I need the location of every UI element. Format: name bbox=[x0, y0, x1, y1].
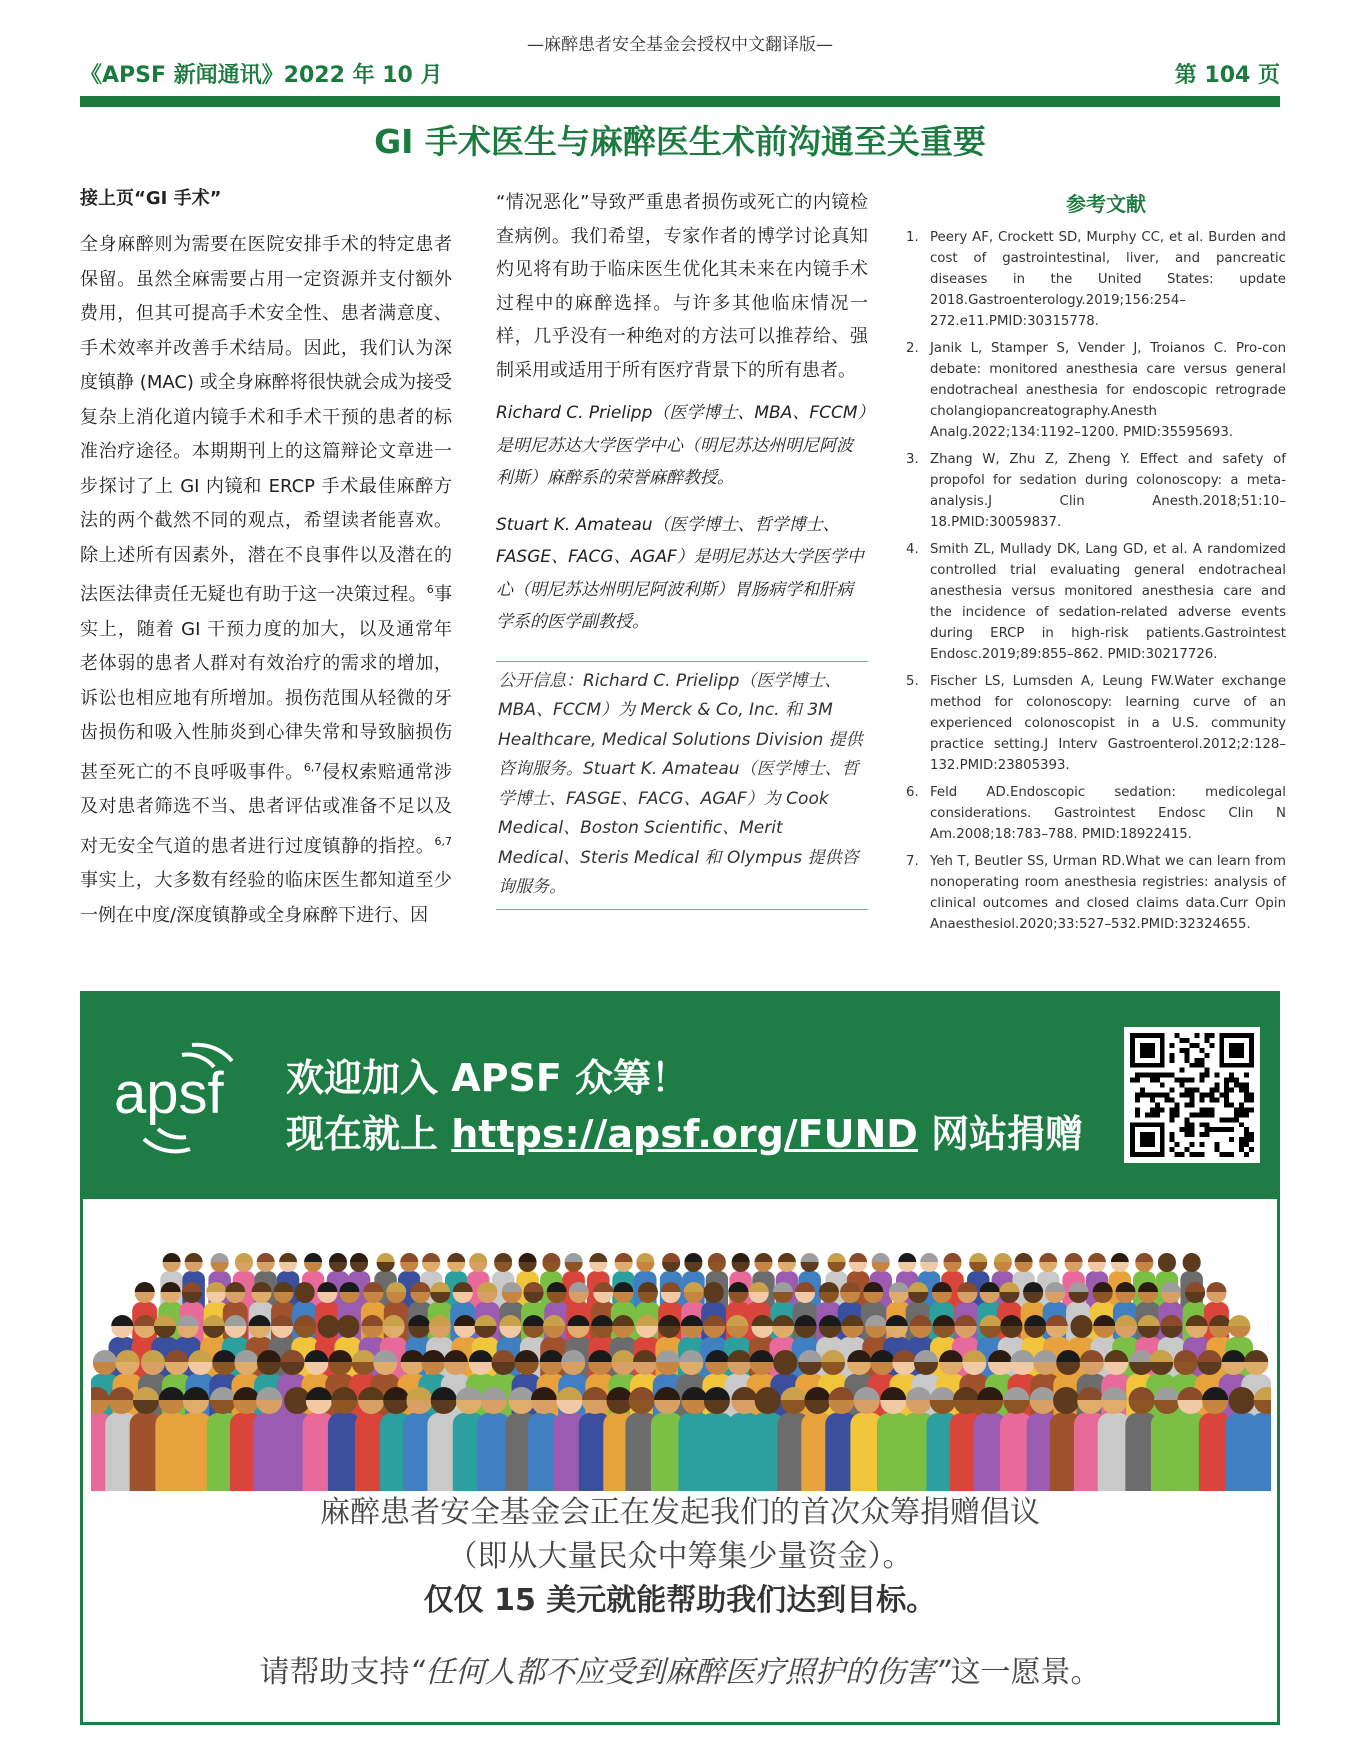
qr-module bbox=[1219, 1127, 1224, 1132]
qr-module bbox=[1170, 1137, 1175, 1142]
qr-module bbox=[1140, 1073, 1145, 1078]
qr-module bbox=[1175, 1107, 1180, 1112]
qr-module bbox=[1209, 1112, 1214, 1117]
body-text: 全身麻醉则为需要在医院安排手术的特定患者保留。虽然全麻需要占用一定资源并支付额外费用，但其可提高手术安全性、患者满意度、手术效率并改善手术结局。因此，我们认为深度镇静 (MAC) 或全身麻醉将很快就会成为接受复杂上消化道内镜手术和手术干预的患者的标准治疗途径。本期期刊上的这篇辩论文章进一步探讨了上 GI 内镜和 ERCP 手术最佳麻醉方法的两个截然不同的观点，希望读者能喜欢。除上述所有因素外，潜在不良事件以及潜在的法医法律责任无疑也有助于这一决策过程。 bbox=[80, 234, 452, 605]
qr-module bbox=[1185, 1093, 1190, 1098]
qr-module bbox=[1229, 1078, 1234, 1083]
qr-module bbox=[1180, 1152, 1185, 1157]
qr-module bbox=[1190, 1088, 1195, 1093]
qr-module bbox=[1150, 1078, 1155, 1083]
disclosure-box: 公开信息：Richard C. Prielipp（医学博士、MBA、FCCM）为 Merck & Co, Inc. 和 3M Healthcare, Medical Solutions Division 提供咨询服务。Stuart K. Amateau（医学博士、哲学博士、FASGE、FACG、AGAF）为 Cook Medical、Boston Scientific、Merit Medical、Steris Medical 和 Olympus 提供咨询服务。 bbox=[496, 661, 868, 910]
citation: 6 bbox=[426, 583, 434, 596]
qr-module bbox=[1140, 1088, 1145, 1093]
qr-module bbox=[1180, 1068, 1185, 1073]
qr-module bbox=[1244, 1088, 1249, 1093]
qr-module bbox=[1234, 1083, 1239, 1088]
qr-module bbox=[1204, 1038, 1209, 1043]
crowd-person bbox=[477, 1387, 510, 1491]
qr-module bbox=[1194, 1088, 1199, 1093]
qr-module bbox=[1170, 1043, 1175, 1048]
qr-module bbox=[1170, 1107, 1175, 1112]
qr-module bbox=[1224, 1127, 1229, 1132]
qr-module bbox=[1249, 1107, 1254, 1112]
crowd-illustration bbox=[91, 1241, 1271, 1491]
qr-module bbox=[1170, 1117, 1175, 1122]
qr-module bbox=[1170, 1112, 1175, 1117]
qr-module bbox=[1204, 1053, 1209, 1058]
qr-module bbox=[1180, 1127, 1185, 1132]
qr-module bbox=[1224, 1097, 1229, 1102]
qr-module bbox=[1194, 1112, 1199, 1117]
reference-item bbox=[906, 782, 1286, 845]
qr-module bbox=[1229, 1102, 1234, 1107]
qr-module bbox=[1224, 1152, 1229, 1157]
qr-module bbox=[1155, 1078, 1160, 1083]
qr-module bbox=[1239, 1142, 1244, 1147]
qr-module bbox=[1190, 1043, 1195, 1048]
qr-module bbox=[1170, 1097, 1175, 1102]
qr-module bbox=[1175, 1033, 1180, 1038]
references-title: 参考文献 bbox=[1066, 192, 1146, 216]
reference-item bbox=[906, 338, 1286, 443]
qr-module bbox=[1204, 1112, 1209, 1117]
author-bio-prielipp: Richard C. Prielipp（医学博士、MBA、FCCM）是明尼苏达大学医学中心（明尼苏达州明尼阿波利斯）麻醉系的荣誉麻醉教授。 bbox=[496, 403, 867, 488]
qr-module bbox=[1199, 1097, 1204, 1102]
qr-module bbox=[1229, 1152, 1234, 1157]
qr-module bbox=[1219, 1117, 1224, 1122]
qr-module bbox=[1239, 1102, 1244, 1107]
qr-module bbox=[1209, 1097, 1214, 1102]
qr-module bbox=[1244, 1152, 1249, 1157]
qr-module bbox=[1199, 1063, 1204, 1068]
qr-module bbox=[1160, 1083, 1165, 1088]
qr-module bbox=[1170, 1058, 1175, 1063]
qr-module bbox=[1199, 1078, 1204, 1083]
qr-module bbox=[1145, 1112, 1150, 1117]
promo-line-1: 麻醉患者安全基金会正在发起我们的首次众筹捐赠倡议 bbox=[320, 1495, 1040, 1530]
qr-module bbox=[1190, 1127, 1195, 1132]
qr-module bbox=[1185, 1053, 1190, 1058]
qr-module bbox=[1165, 1093, 1170, 1098]
qr-module bbox=[1170, 1073, 1175, 1078]
qr-module bbox=[1239, 1137, 1244, 1142]
qr-module bbox=[1239, 1122, 1244, 1127]
crowdfunding-banner bbox=[80, 991, 1280, 1199]
crowd-person bbox=[253, 1387, 286, 1491]
qr-module bbox=[1180, 1083, 1185, 1088]
qr-module bbox=[1185, 1048, 1190, 1053]
qr-module bbox=[1170, 1147, 1175, 1152]
qr-module bbox=[1170, 1053, 1175, 1058]
body-text: 侵权索赔通常涉及对患者筛选不当、患者评估或准备不足以及对无安全气道的患者进行过度镇静的指控。 bbox=[80, 761, 453, 857]
continued-label: 接上页“GI 手术” bbox=[80, 188, 222, 209]
qr-code-pattern bbox=[1130, 1033, 1254, 1157]
qr-module bbox=[1140, 1093, 1145, 1098]
qr-module bbox=[1209, 1033, 1214, 1038]
qr-module bbox=[1214, 1073, 1219, 1078]
qr-module bbox=[1135, 1112, 1140, 1117]
qr-module bbox=[1155, 1107, 1160, 1112]
qr-module bbox=[1239, 1088, 1244, 1093]
qr-module bbox=[1155, 1112, 1160, 1117]
qr-module bbox=[1244, 1142, 1249, 1147]
qr-module bbox=[1204, 1093, 1209, 1098]
qr-module bbox=[1150, 1093, 1155, 1098]
qr-module bbox=[1199, 1093, 1204, 1098]
qr-module bbox=[1204, 1073, 1209, 1078]
qr-module bbox=[1190, 1152, 1195, 1157]
qr-module bbox=[1199, 1107, 1204, 1112]
qr-module bbox=[1135, 1073, 1140, 1078]
qr-module bbox=[1175, 1102, 1180, 1107]
qr-module bbox=[1209, 1093, 1214, 1098]
qr-module bbox=[1185, 1088, 1190, 1093]
promo-line-4 bbox=[83, 1651, 1277, 1695]
qr-module bbox=[1224, 1102, 1229, 1107]
qr-module bbox=[1224, 1093, 1229, 1098]
qr-module bbox=[1165, 1073, 1170, 1078]
crowdfunding-promo bbox=[80, 1199, 1280, 1725]
qr-module bbox=[1204, 1107, 1209, 1112]
qr-module bbox=[1229, 1088, 1234, 1093]
promo-line-2: （即从大量民众中筹集少量资金）。 bbox=[447, 1539, 913, 1574]
qr-module bbox=[1199, 1058, 1204, 1063]
reference-number: 4. bbox=[906, 542, 919, 557]
reference-text: Fischer LS, Lumsden A, Leung FW.Water exchange method for colonoscopy: learning curve of an experienced colonoscopist in a U.S. community practice setting.J Interv Gastroenterol.2012;2:128–132.PMID:23805393. bbox=[930, 674, 1286, 773]
qr-module bbox=[1204, 1127, 1209, 1132]
reference-item bbox=[906, 851, 1286, 935]
qr-module bbox=[1224, 1088, 1229, 1093]
banner-headline: 欢迎加入 APSF 众筹！ bbox=[286, 1056, 690, 1100]
qr-module bbox=[1234, 1107, 1239, 1112]
qr-module bbox=[1249, 1132, 1254, 1137]
qr-module bbox=[1135, 1078, 1140, 1083]
qr-module bbox=[1219, 1152, 1224, 1157]
qr-module bbox=[1204, 1132, 1209, 1137]
qr-module bbox=[1175, 1142, 1180, 1147]
qr-finder bbox=[1140, 1043, 1155, 1058]
qr-module bbox=[1244, 1127, 1249, 1132]
qr-module bbox=[1199, 1048, 1204, 1053]
donate-prefix: 现在就上 bbox=[286, 1112, 439, 1156]
references-column bbox=[906, 188, 1286, 941]
qr-module bbox=[1249, 1097, 1254, 1102]
qr-module bbox=[1209, 1088, 1214, 1093]
qr-module bbox=[1249, 1093, 1254, 1098]
promo-prefix: 请帮助支持 bbox=[259, 1655, 410, 1690]
qr-module bbox=[1145, 1093, 1150, 1098]
body-text: 事实上，大多数有经验的临床医生都知道至少一例在中度/深度镇静或全身麻醉下进行、因 bbox=[80, 870, 452, 926]
qr-module bbox=[1244, 1083, 1249, 1088]
promo-line-3: 仅仅 15 美元就能帮助我们达到目标。 bbox=[423, 1583, 937, 1618]
qr-module bbox=[1185, 1078, 1190, 1083]
qr-module bbox=[1185, 1058, 1190, 1063]
reference-item bbox=[906, 539, 1286, 665]
qr-module bbox=[1190, 1093, 1195, 1098]
qr-module bbox=[1199, 1073, 1204, 1078]
qr-module bbox=[1180, 1078, 1185, 1083]
qr-module bbox=[1190, 1132, 1195, 1137]
qr-module bbox=[1170, 1132, 1175, 1137]
qr-module bbox=[1190, 1063, 1195, 1068]
qr-module bbox=[1194, 1152, 1199, 1157]
column-2-body: “情况恶化”导致严重患者损伤或死亡的内镜检查病例。我们希望，专家作者的博学讨论真知灼见将有助于临床医生优化其未来在内镜手术过程中的麻醉选择。与许多其他临床情况一样，几乎没有一种绝对的方法可以推荐给、强制采用或适用于所有医疗背景下的所有患者。 bbox=[496, 192, 868, 381]
qr-module bbox=[1194, 1043, 1199, 1048]
qr-module bbox=[1239, 1112, 1244, 1117]
qr-module bbox=[1155, 1102, 1160, 1107]
qr-module bbox=[1224, 1117, 1229, 1122]
header-rule bbox=[80, 96, 1280, 107]
qr-module bbox=[1204, 1033, 1209, 1038]
qr-module bbox=[1175, 1152, 1180, 1157]
reference-text: Feld AD.Endoscopic sedation: medicolegal considerations. Gastrointest Endosc Clin N Am.2008;18:783–788. PMID:18922415. bbox=[930, 785, 1286, 842]
translation-note: —麻醉患者安全基金会授权中文翻译版— bbox=[527, 35, 833, 55]
qr-module bbox=[1239, 1083, 1244, 1088]
qr-module bbox=[1160, 1073, 1165, 1078]
qr-module bbox=[1150, 1107, 1155, 1112]
qr-code[interactable] bbox=[1124, 1027, 1260, 1163]
reference-number: 2. bbox=[906, 341, 919, 356]
qr-module bbox=[1224, 1083, 1229, 1088]
qr-module bbox=[1234, 1078, 1239, 1083]
qr-module bbox=[1180, 1048, 1185, 1053]
qr-module bbox=[1214, 1083, 1219, 1088]
qr-module bbox=[1244, 1132, 1249, 1137]
qr-module bbox=[1244, 1093, 1249, 1098]
qr-module bbox=[1135, 1107, 1140, 1112]
qr-module bbox=[1239, 1107, 1244, 1112]
author-bio-amateau: Stuart K. Amateau（医学博士、哲学博士、FASGE、FACG、AGAF）是明尼苏达大学医学中心（明尼苏达州明尼阿波利斯）胃肠病学和肝病学系的医学副教授。 bbox=[496, 514, 864, 632]
qr-module bbox=[1244, 1073, 1249, 1078]
qr-module bbox=[1185, 1147, 1190, 1152]
page-number: 第 104 页 bbox=[1174, 63, 1280, 88]
qr-module bbox=[1190, 1097, 1195, 1102]
promo-text bbox=[83, 1491, 1277, 1695]
qr-module bbox=[1229, 1117, 1234, 1122]
reference-item bbox=[906, 671, 1286, 776]
reference-text: Smith ZL, Mullady DK, Lang GD, et al. A randomized controlled trial evaluating general endotracheal anesthesia versus monitored anesthesia care and the incidence of sedation-related adverse events during ERCP in high-risk patients.Gastrointest Endosc.2019;89:855–862. PMID:30217726. bbox=[930, 542, 1286, 662]
qr-module bbox=[1190, 1142, 1195, 1147]
qr-module bbox=[1199, 1142, 1204, 1147]
qr-module bbox=[1234, 1117, 1239, 1122]
qr-module bbox=[1150, 1112, 1155, 1117]
qr-module bbox=[1249, 1147, 1254, 1152]
qr-module bbox=[1175, 1078, 1180, 1083]
reference-number: 3. bbox=[906, 452, 919, 467]
qr-module bbox=[1185, 1132, 1190, 1137]
qr-module bbox=[1204, 1068, 1209, 1073]
column-1 bbox=[80, 184, 452, 933]
reference-text: Peery AF, Crockett SD, Murphy CC, et al. Burden and cost of gastrointestinal, liver, and pancreatic diseases in the United States: update 2018.Gastroenterology.2019;156:254–272.e11.PMID:30315778. bbox=[930, 230, 1286, 329]
qr-module bbox=[1194, 1063, 1199, 1068]
qr-module bbox=[1229, 1127, 1234, 1132]
reference-item bbox=[906, 449, 1286, 533]
qr-module bbox=[1185, 1117, 1190, 1122]
qr-module bbox=[1199, 1112, 1204, 1117]
qr-module bbox=[1185, 1122, 1190, 1127]
promo-suffix: 这一愿景。 bbox=[950, 1655, 1101, 1690]
qr-module bbox=[1239, 1147, 1244, 1152]
apsf-logo bbox=[114, 1031, 264, 1161]
reference-number: 1. bbox=[906, 230, 919, 245]
qr-module bbox=[1135, 1097, 1140, 1102]
qr-module bbox=[1165, 1097, 1170, 1102]
reference-item bbox=[906, 227, 1286, 332]
qr-module bbox=[1155, 1093, 1160, 1098]
qr-finder bbox=[1229, 1043, 1244, 1058]
qr-module bbox=[1190, 1122, 1195, 1127]
qr-module bbox=[1135, 1093, 1140, 1098]
qr-module bbox=[1180, 1038, 1185, 1043]
qr-module bbox=[1185, 1102, 1190, 1107]
qr-module bbox=[1199, 1132, 1204, 1137]
banner-donate-line bbox=[286, 1103, 1083, 1158]
reference-number: 5. bbox=[906, 674, 919, 689]
donate-suffix: 网站捐赠 bbox=[931, 1112, 1084, 1156]
column-2 bbox=[496, 186, 868, 910]
reference-text: Yeh T, Beutler SS, Urman RD.What we can learn from nonoperating room anesthesia registries: analysis of clinical outcomes and closed claims data.Curr Opin Anaesthesiol.2020;33:527–532.PMID:32324655. bbox=[930, 854, 1286, 932]
qr-module bbox=[1214, 1147, 1219, 1152]
promo-quote: “任何人都不应受到麻醉医疗照护的伤害” bbox=[409, 1655, 951, 1690]
qr-module bbox=[1150, 1073, 1155, 1078]
qr-module bbox=[1229, 1073, 1234, 1078]
qr-module bbox=[1190, 1112, 1195, 1117]
qr-module bbox=[1185, 1127, 1190, 1132]
qr-module bbox=[1180, 1093, 1185, 1098]
citation: 6,7 bbox=[434, 834, 452, 848]
article-title: GI 手术医生与麻醉医生术前沟通至关重要 bbox=[374, 122, 986, 161]
qr-module bbox=[1244, 1097, 1249, 1102]
qr-module bbox=[1155, 1073, 1160, 1078]
qr-finder bbox=[1140, 1132, 1155, 1147]
qr-module bbox=[1160, 1107, 1165, 1112]
qr-module bbox=[1185, 1038, 1190, 1043]
column-1-body bbox=[80, 228, 452, 933]
qr-module bbox=[1244, 1112, 1249, 1117]
qr-module bbox=[1229, 1137, 1234, 1142]
qr-module bbox=[1204, 1122, 1209, 1127]
qr-module bbox=[1214, 1097, 1219, 1102]
reference-list bbox=[906, 227, 1286, 935]
qr-module bbox=[1190, 1102, 1195, 1107]
qr-module bbox=[1209, 1043, 1214, 1048]
qr-module bbox=[1160, 1093, 1165, 1098]
qr-module bbox=[1234, 1112, 1239, 1117]
qr-module bbox=[1194, 1058, 1199, 1063]
body-text: 事实上，随着 GI 干预力度的加大，以及通常年老体弱的患者人群对有效治疗的需求的增加，诉讼也相应地有所增加。损伤范围从轻微的牙齿损伤和吸入性肺炎到心律失常和导致脑损伤甚至死亡的不良呼吸事件。 bbox=[80, 584, 452, 783]
qr-module bbox=[1130, 1078, 1135, 1083]
qr-module bbox=[1214, 1142, 1219, 1147]
qr-module bbox=[1209, 1127, 1214, 1132]
qr-module bbox=[1249, 1137, 1254, 1142]
qr-module bbox=[1175, 1112, 1180, 1117]
qr-module bbox=[1209, 1107, 1214, 1112]
reference-number: 6. bbox=[906, 785, 919, 800]
qr-module bbox=[1199, 1122, 1204, 1127]
qr-module bbox=[1150, 1097, 1155, 1102]
apsf-logo-text: apsf bbox=[114, 1061, 224, 1126]
qr-module bbox=[1170, 1088, 1175, 1093]
reference-text: Zhang W, Zhu Z, Zheng Y. Effect and safety of propofol for sedation during colonoscopy: a meta-analysis.J Clin Anesth.2018;51:10–18.PMID:30059837. bbox=[930, 452, 1286, 530]
donate-link[interactable]: https://apsf.org/FUND bbox=[451, 1112, 918, 1156]
qr-module bbox=[1145, 1073, 1150, 1078]
qr-module bbox=[1219, 1093, 1224, 1098]
qr-module bbox=[1214, 1088, 1219, 1093]
citation: 6,7 bbox=[303, 760, 322, 774]
qr-module bbox=[1224, 1078, 1229, 1083]
newsletter-issue: 《APSF 新闻通讯》2022 年 10 月 bbox=[80, 63, 443, 88]
qr-module bbox=[1244, 1137, 1249, 1142]
qr-module bbox=[1194, 1033, 1199, 1038]
qr-module bbox=[1214, 1127, 1219, 1132]
reference-number: 7. bbox=[906, 854, 919, 869]
qr-module bbox=[1190, 1078, 1195, 1083]
reference-text: Janik L, Stamper S, Vender J, Troianos C. Pro-con debate: monitored anesthesia care versus general endotracheal anesthesia for endoscopic retrograde cholangiopancreatography.Anesth Analg.2022;134:1192–1200. PMID:35595693. bbox=[930, 341, 1286, 440]
qr-module bbox=[1244, 1107, 1249, 1112]
qr-module bbox=[1199, 1152, 1204, 1157]
